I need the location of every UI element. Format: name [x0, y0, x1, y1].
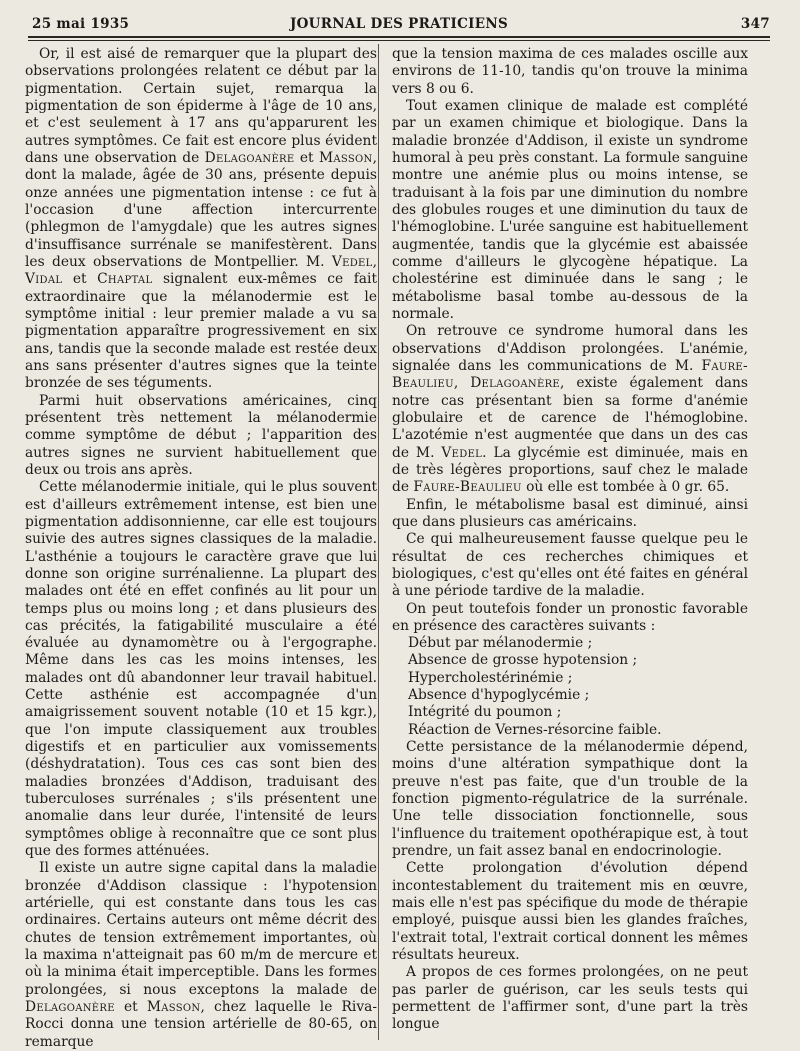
list-item: Début par mélanodermie ; — [408, 635, 593, 652]
header-date: 25 mai 1935 — [32, 16, 130, 32]
author-name: Masson — [146, 999, 201, 1016]
paragraph: Tout examen clinique de malade est complété par un examen chimique et biologique. Dans la maladie bronzée d'Addison, il existe un syndrome humoral à peu près constant. La formule sanguine montre une anémie plus ou moins intense, se traduisant à la fois par une diminution du nombre des globules rouges et une diminution du taux de l'hémoglobine. L'urée sanguine est habituellement augmentée, tandis que la glycémie est abaissée comme d'ailleurs le glycogène hépatique. La cholestérine est diminuée dans le sang ; le métabolisme basal tombe au-dessous de la normale. — [392, 97, 748, 322]
author-name: Vedel — [331, 253, 373, 270]
author-name: Chaptal — [97, 271, 153, 288]
author-name: Vedel — [441, 444, 483, 461]
paragraph: Or, il est aisé de remarquer que la plupart des observations prolongées relatent ce début par la pigmentation. Certain sujet, remarqua la pigmentation de son épiderme à l'âge de 10 ans, et c'est seulement à 17 ans qu'apparurent les autres symptômes. Ce fait est encore plus évident dans une observation de Delagoanère et Masson, dont la malade, âgée de 30 ans, présente depuis onze années une pigmentation intense : ce fut à l'occasion d'une affection intercurrente (phlegmon de l'amygdale) que les autres signes d'insuffisance surrénale se manifestèrent. Dans les deux observations de Montpellier. M. Vedel, Vidal et Chaptal signalent eux-mêmes ce fait extraordinaire que la mélanodermie est le symptôme initial : leur premier malade a vu sa pigmentation apparaître progressivement en six ans, tandis que la seconde malade est restée deux ans sans présenter d'autres signes que la teinte bronzée de ses téguments. — [25, 46, 377, 392]
paragraph: Parmi huit observations américaines, cinq présentent très nettement la mélanodermie comme symptôme de début ; l'apparition des autres signes ne survient habituellement que deux ou trois ans après. — [25, 392, 377, 478]
author-name: Delagoanère — [470, 375, 560, 392]
paragraph: Cette persistance de la mélanodermie dépend, moins d'une altération sympathique dont la preuve n'est pas faite, que d'un trouble de la fonction pigmento-régulatrice de la surrénale. Une telle dissociation fonctionnelle, sous l'influence du traitement opothérapique est, à tout prendre, un fait assez banal en endocrinologie. — [392, 739, 748, 860]
author-name: Faure-Beaulieu — [413, 479, 522, 496]
paragraph: Cette prolongation d'évolution dépend incontestablement du traitement mis en œuvre, mais elle n'est pas spécifique du mode de thérapie employé, puisque aussi bien les glandes fraîches, l'extrait total, l'extrait cortical donnent les mêmes résultats heureux. — [392, 860, 748, 964]
list-item: Intégrité du poumon ; — [408, 704, 562, 721]
header-rule — [28, 36, 770, 41]
author-name: Delagoanère — [25, 999, 115, 1016]
right-column — [392, 46, 748, 1034]
author-name: Delagoanère — [204, 149, 295, 166]
left-column — [25, 46, 377, 1051]
paragraph: On retrouve ce syndrome humoral dans les observations d'Addison prolongées. L'anémie, signalée dans les communications de M. Faure-Beaulieu, Delagoanère, existe également dans notre cas présentant bien sa forme d'anémie globulaire et de carence de l'hémoglobine. L'azotémie n'est augmentée que dans un des cas de M. Vedel. La glycémie est diminuée, mais en de très légères proportions, sauf chez le malade de Faure-Beaulieu où elle est tombée à 0 gr. 65. — [392, 323, 748, 496]
criteria-list — [392, 635, 748, 739]
paragraph: que la tension maxima de ces malades oscille aux environs de 11-10, tandis qu'on trouve la minima vers 8 ou 6. — [392, 46, 748, 97]
paragraph: On peut toutefois fonder un pronostic favorable en présence des caractères suivants : — [392, 600, 748, 634]
list-item: Hypercholestérinémie ; — [408, 669, 573, 686]
paragraph: Ce qui malheureusement fausse quelque peu le résultat de ces recherches chimiques et biologiques, c'est qu'elles ont été faites en général à une période tardive de la maladie. — [392, 531, 748, 600]
journal-title: JOURNAL DES PRATICIENS — [289, 16, 509, 32]
page-number: 347 — [740, 16, 770, 32]
paragraph: A propos de ces formes prolongées, on ne peut pas parler de guérison, car les seuls tests qui permettent de l'affirmer sont, d'une part la très longue — [392, 964, 748, 1033]
list-item: Réaction de Vernes-résorcine faible. — [408, 721, 662, 738]
paragraph: Il existe un autre signe capital dans la maladie bronzée d'Addison classique : l'hypotension artérielle, qui est constante dans tous les cas ordinaires. Certains auteurs ont même décrit des chutes de tension extrêmement importantes, où la maxima n'atteignait pas 60 m/m de mercure et où la minima était imperceptible. Dans les formes prolongées, si nous exceptons la malade de Delagoanère et Masson, chez laquelle le Riva-Rocci donna une tension artérielle de 80-65, on remarque — [25, 860, 378, 1050]
author-name: Masson — [318, 149, 373, 166]
column-divider — [378, 44, 379, 1040]
paragraph: Cette mélanodermie initiale, qui le plus souvent est d'ailleurs extrêmement intense, est bien une pigmentation addisonnienne, car elle est toujours suivie des autres signes classiques de la maladie. L'asthénie a toujours le caractère grave que lui donne son origine surrénalienne. La plupart des malades ont été en effet confinés au lit pour un temps plus ou moins long ; et dans plusieurs des cas précités, la fatigabilité musculaire a été évaluée au dynamomètre ou à l'ergographe. Même dans les cas les moins intenses, les malades ont dû abandonner leur travail habituel. Cette asthénie est accompagnée d'un amaigrissement souvent notable (10 et 15 kgr.), que l'on impute classiquement aux troubles digestifs et en particulier aux vomissements (déshydratation). Tous ces cas sont bien des maladies bronzées d'Addison, traduisant des tuberculoses surrénales ; s'ils présentent une anomalie dans leur durée, l'intensité de leurs symptômes oblige à reconnaître que ce sont plus que des formes atténuées. — [25, 479, 377, 860]
list-item: Absence d'hypoglycémie ; — [408, 687, 590, 704]
list-item: Absence de grosse hypotension ; — [408, 652, 638, 669]
running-header — [28, 14, 770, 36]
author-name: Vidal — [25, 271, 63, 288]
paragraph: Enfin, le métabolisme basal est diminué, ainsi que dans plusieurs cas américains. — [392, 496, 748, 530]
author-name: Faure-Beaulieu — [392, 357, 748, 392]
